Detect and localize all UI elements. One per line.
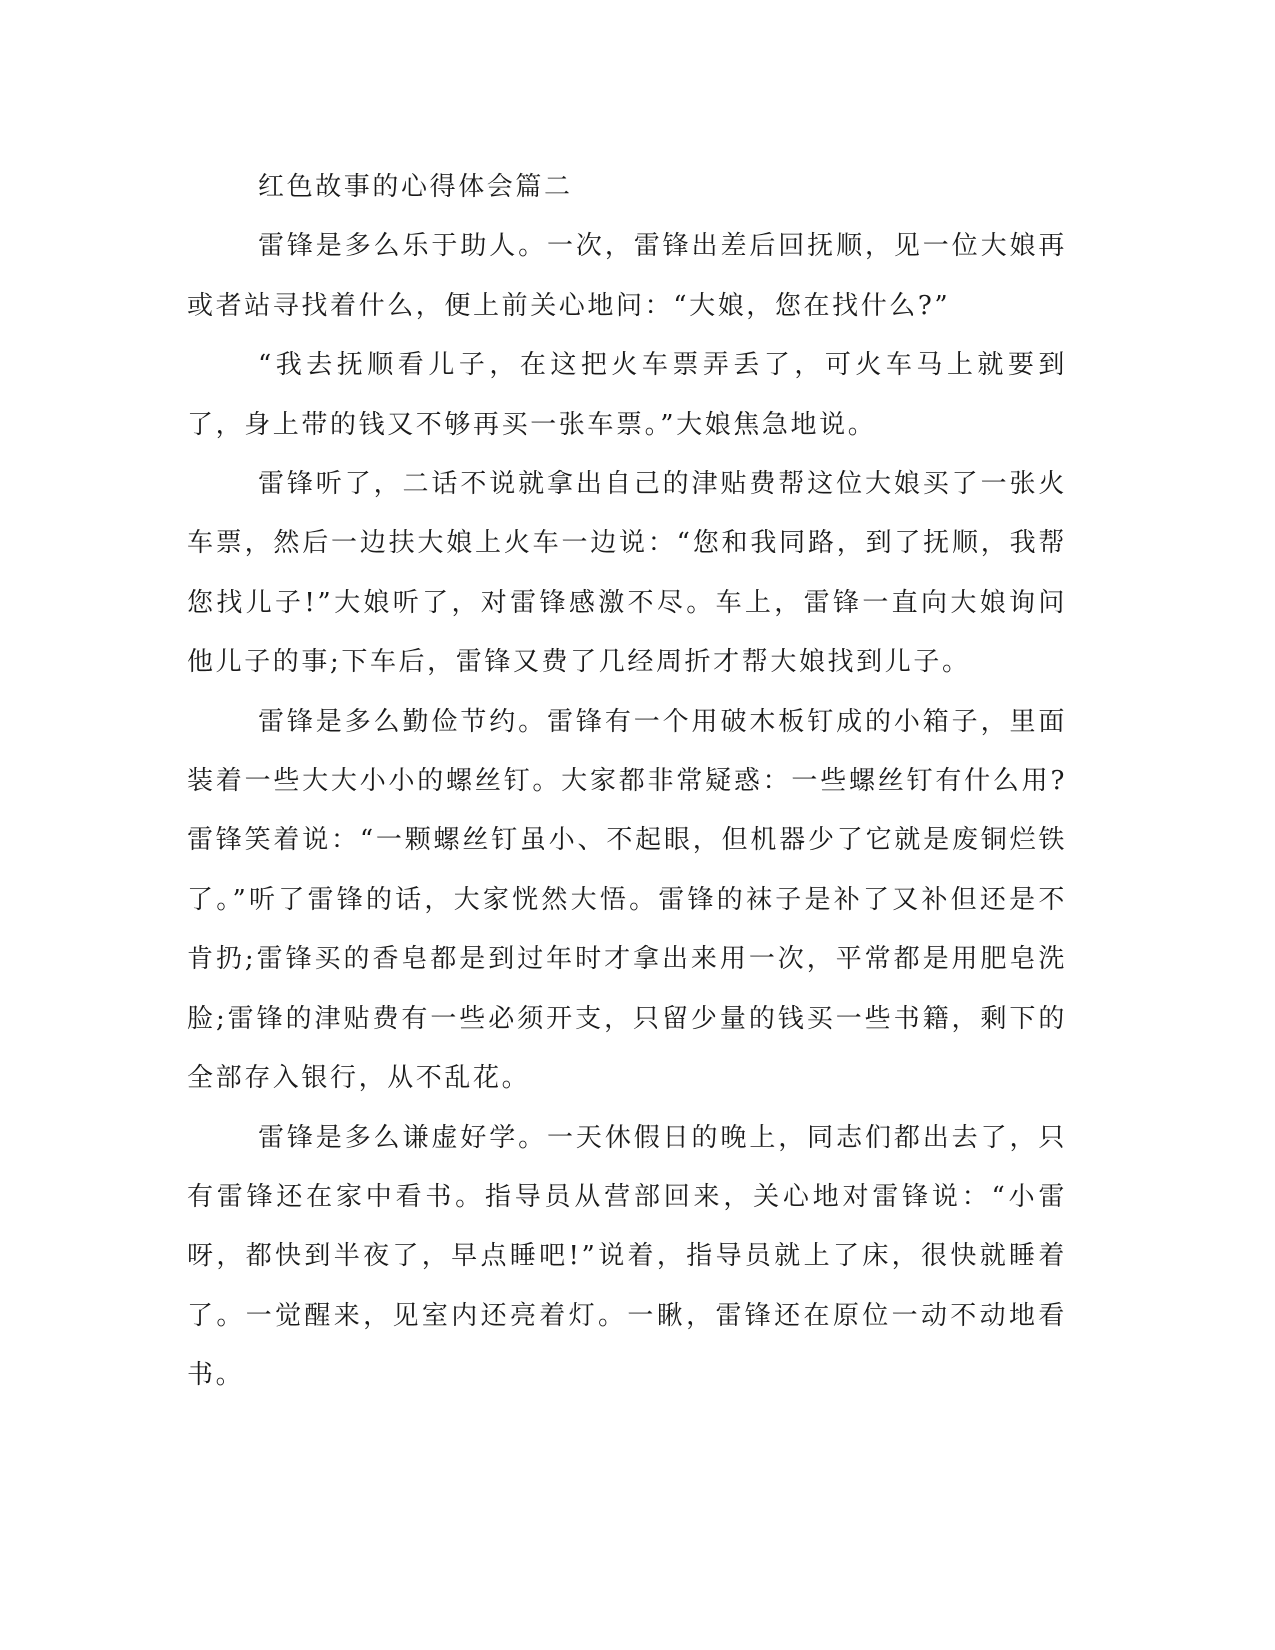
paragraph-thrift: 雷锋是多么勤俭节约。雷锋有一个用破木板钉成的小箱子，里面装着一些大大小小的螺丝钉。大家都非常疑惑：一些螺丝钉有什么用?雷锋笑着说：“一颗螺丝钉虽小、不起眼，但机器少了它就是废铜烂铁了。”听了雷锋的话，大家恍然大悟。雷锋的袜子是补了又补但还是不肯扔;雷锋买的香皂都是到过年时才拿出来用一次，平常都是用肥皂洗脸;雷锋的津贴费有一些必须开支，只留少量的钱买一些书籍，剩下的全部存入银行，从不乱花。 bbox=[187, 706, 1067, 1094]
paragraph-studious: 雷锋是多么谦虚好学。一天休假日的晚上，同志们都出去了，只有雷锋还在家中看书。指导员从营部回来，关心地对雷锋说：“小雷呀，都快到半夜了，早点睡吧!”说着，指导员就上了床，很快就睡着了。一觉醒来，见室内还亮着灯。一瞅，雷锋还在原位一动不动地看书。 bbox=[187, 1122, 1067, 1391]
document-title: 红色故事的心得体会篇二 bbox=[258, 172, 573, 202]
document-body bbox=[187, 158, 1067, 1406]
paragraph-buys-ticket: 雷锋听了，二话不说就拿出自己的津贴费帮这位大娘买了一张火车票，然后一边扶大娘上火车一边说：“您和我同路，到了抚顺，我帮您找儿子!”大娘听了，对雷锋感激不尽。车上，雷锋一直向大娘询问他儿子的事;下车后，雷锋又费了几经周折才帮大娘找到儿子。 bbox=[187, 469, 1067, 678]
paragraph-lost-ticket: “我去抚顺看儿子，在这把火车票弄丢了，可火车马上就要到了，身上带的钱又不够再买一张车票。”大娘焦急地说。 bbox=[187, 350, 1067, 440]
paragraph-helping-others: 雷锋是多么乐于助人。一次，雷锋出差后回抚顺，见一位大娘再或者站寻找着什么，便上前关心地问：“大娘，您在找什么?” bbox=[187, 231, 1067, 321]
